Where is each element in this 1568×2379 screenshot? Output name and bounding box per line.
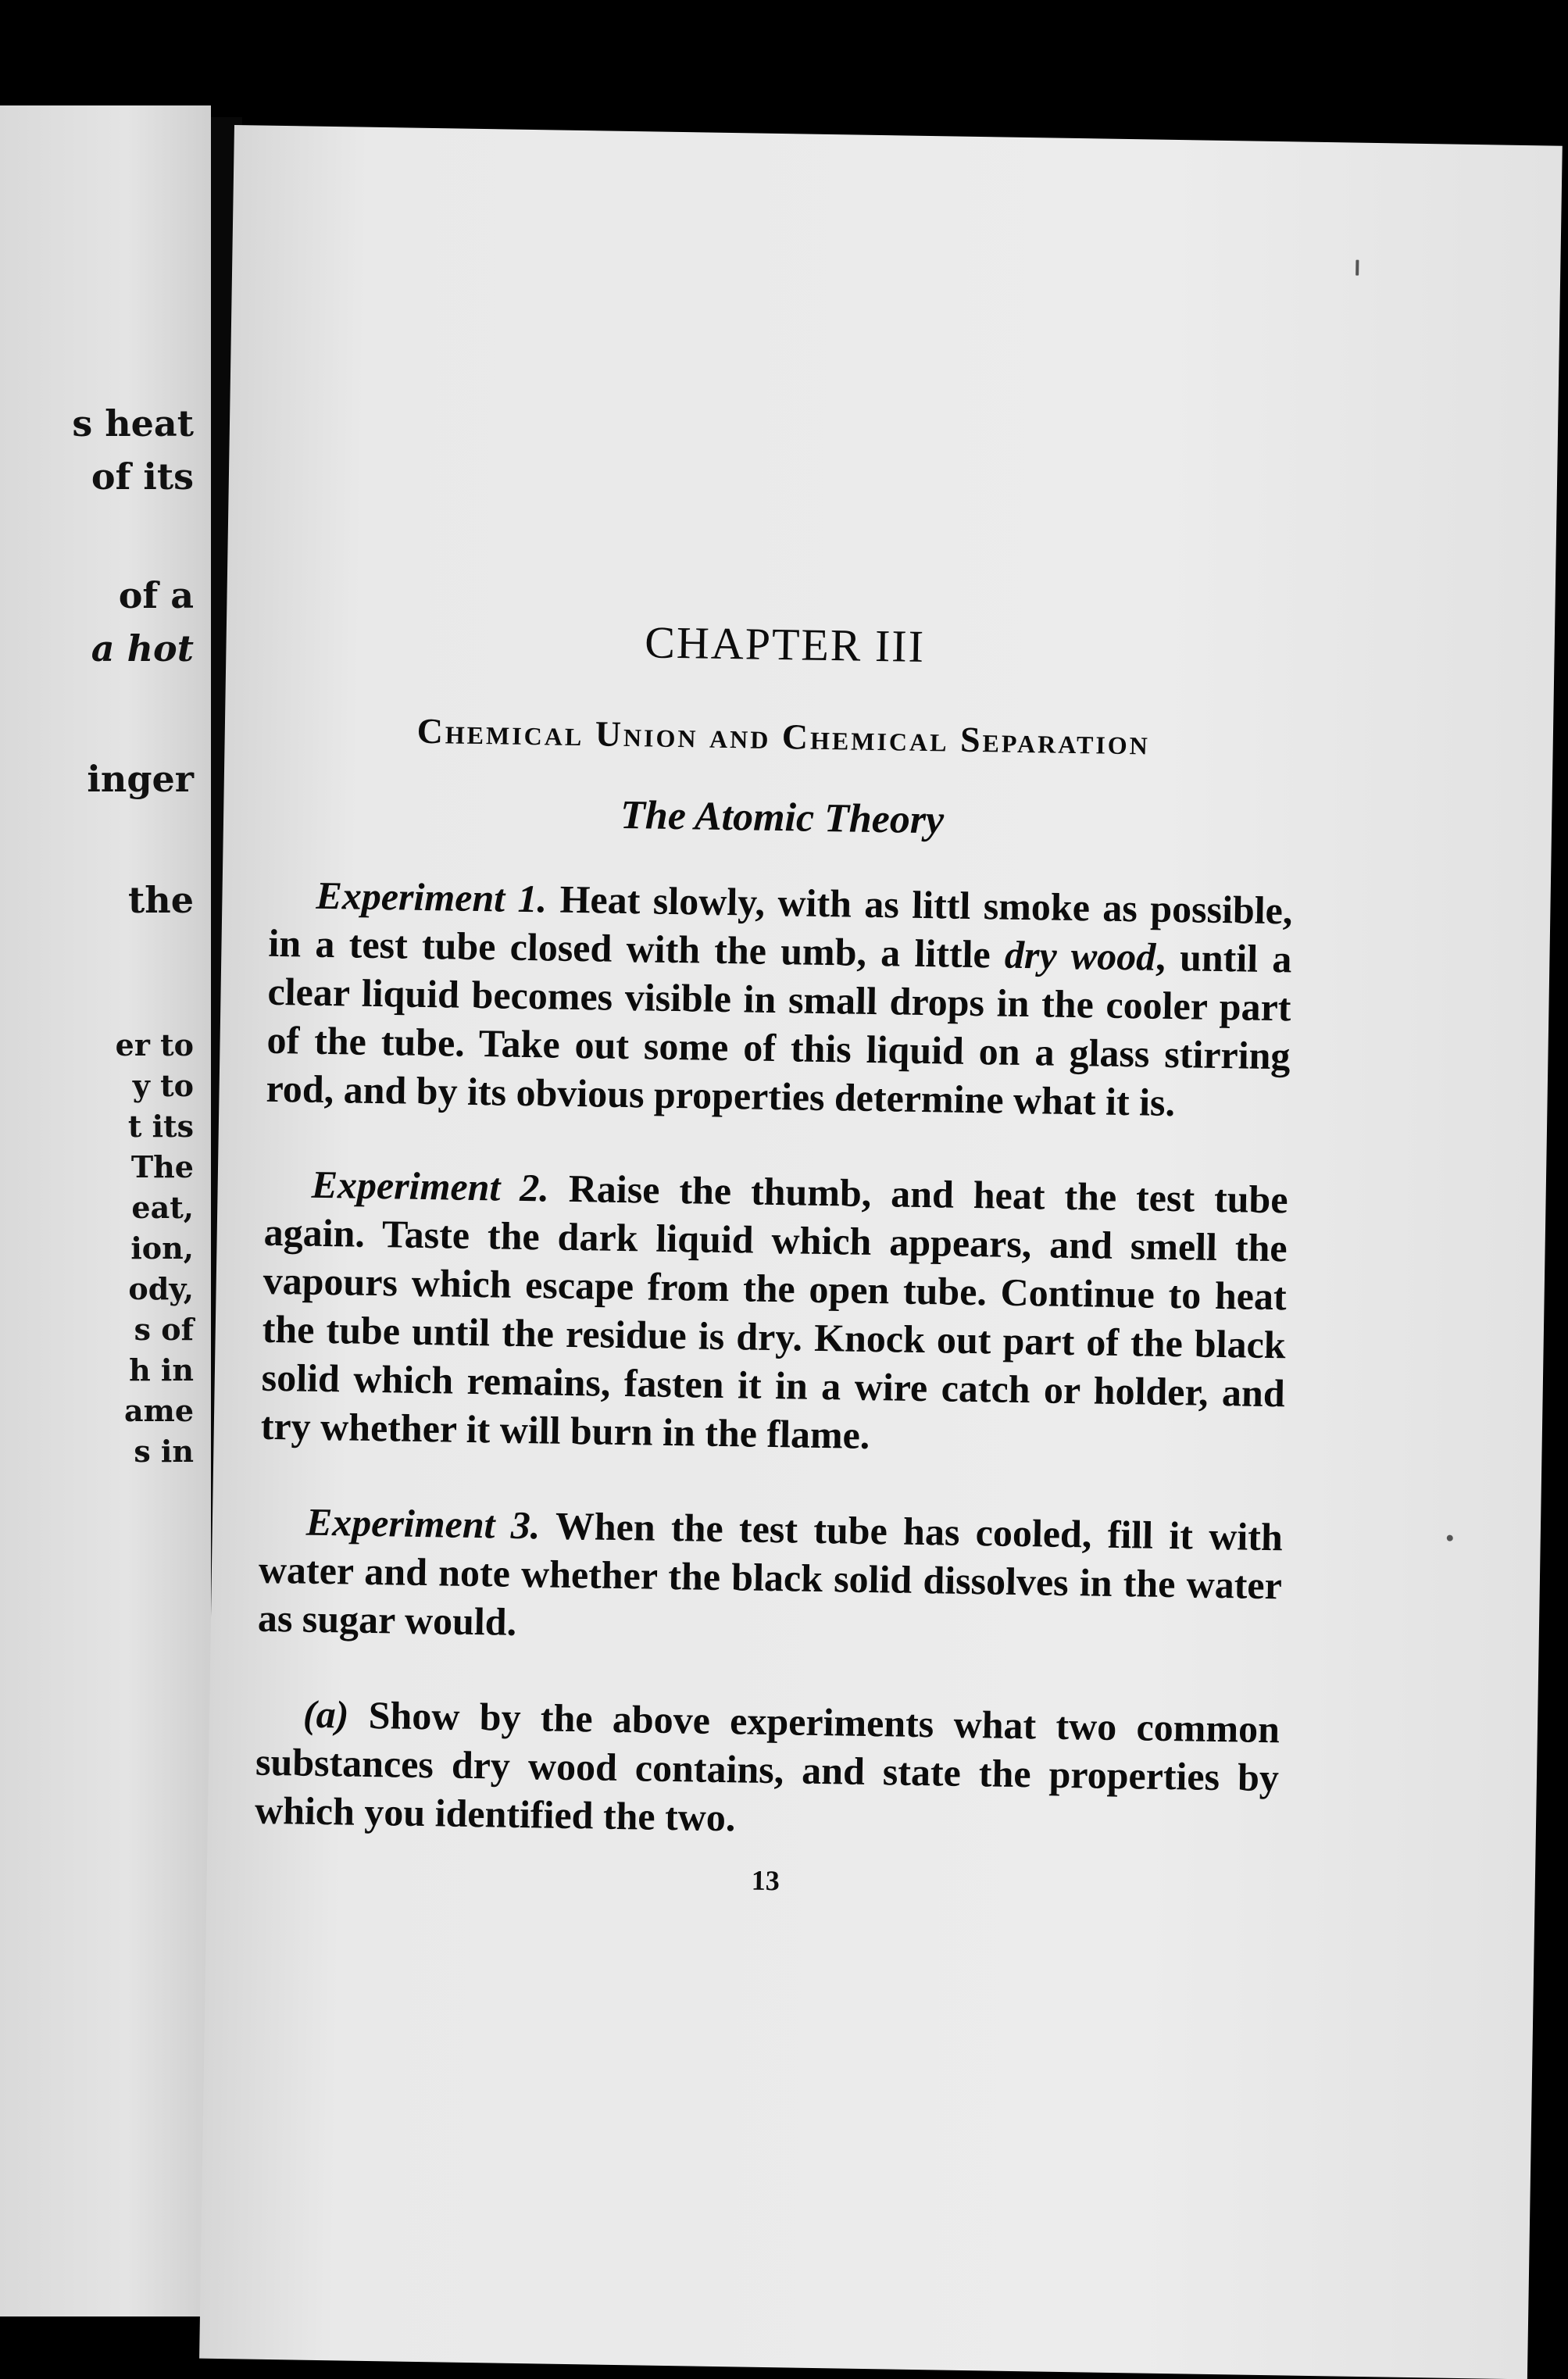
experiment-label: Experiment 2. <box>311 1162 550 1210</box>
left-fragment: a hot <box>91 627 194 670</box>
paragraph-text: smoke as possible, in a test tube closed with the <box>268 883 1293 973</box>
left-fragment: ame <box>123 1393 194 1428</box>
left-fragment: eat, <box>131 1190 194 1225</box>
page-speck <box>1355 260 1359 276</box>
question-a-paragraph <box>255 1689 1280 1851</box>
paragraph-text: umb, a little <box>780 929 1005 977</box>
left-page-edge <box>0 105 211 2316</box>
left-fragment: The <box>130 1149 194 1184</box>
subsection-heading: The Atomic Theory <box>620 792 945 843</box>
chapter-heading: CHAPTER III <box>644 616 926 672</box>
paragraph-text: When the test tube has cooled, fill it with water and note whether the black solid dissolves in the water as sugar would. <box>257 1503 1284 1644</box>
left-fragment: inger <box>87 758 194 800</box>
experiment-1-paragraph <box>266 870 1293 1129</box>
left-fragment: y to <box>132 1068 194 1103</box>
left-fragment: ody, <box>128 1271 194 1306</box>
experiment-label: Experiment 1. <box>316 873 548 921</box>
left-fragment: s in <box>134 1434 194 1469</box>
left-fragment: of a <box>118 574 194 616</box>
paragraph-text: , until a clear liquid becomes visible in small drops in the cooler part of the tube. Take out some of this liquid on a glass stirring rod, and by its obvious properties determine what it is. <box>266 934 1292 1125</box>
left-fragment: s of <box>134 1312 194 1347</box>
book-page <box>199 125 1563 2379</box>
paragraph-text: Raise the thumb, and heat the test tube again. Taste the dark liquid which appears, and smell the vapours which escape from the open tube. Continue to heat the tube until the residue is dry. Knock out part of the black solid which remains, fasten it in a wire catch or holder, and try whether it will burn in the flame. <box>260 1166 1288 1457</box>
left-fragment: h in <box>129 1352 194 1388</box>
left-fragment: the <box>128 879 194 921</box>
left-fragment: er to <box>115 1027 194 1063</box>
section-heading: Chemical Union and Chemical Separation <box>416 710 1151 763</box>
question-label: (a) <box>302 1691 349 1737</box>
experiment-label: Experiment 3. <box>305 1499 541 1548</box>
left-fragment: of its <box>91 455 194 498</box>
experiment-3-paragraph <box>258 1497 1284 1659</box>
page-number: 13 <box>751 1864 780 1897</box>
left-fragment: s heat <box>72 402 194 445</box>
experiment-2-paragraph <box>260 1159 1288 1466</box>
left-fragment: ion, <box>130 1231 194 1266</box>
emphasis-text: dry wood <box>1004 932 1156 979</box>
left-fragment: t its <box>127 1109 194 1144</box>
page-content <box>254 610 1298 1905</box>
paragraph-text: Heat slowly, with as littl <box>546 877 971 927</box>
page-speck <box>1447 1535 1453 1541</box>
paragraph-text: Show by the above experiments what two common substances dry wood contains, and state the properties by which you identified the two. <box>254 1692 1280 1840</box>
